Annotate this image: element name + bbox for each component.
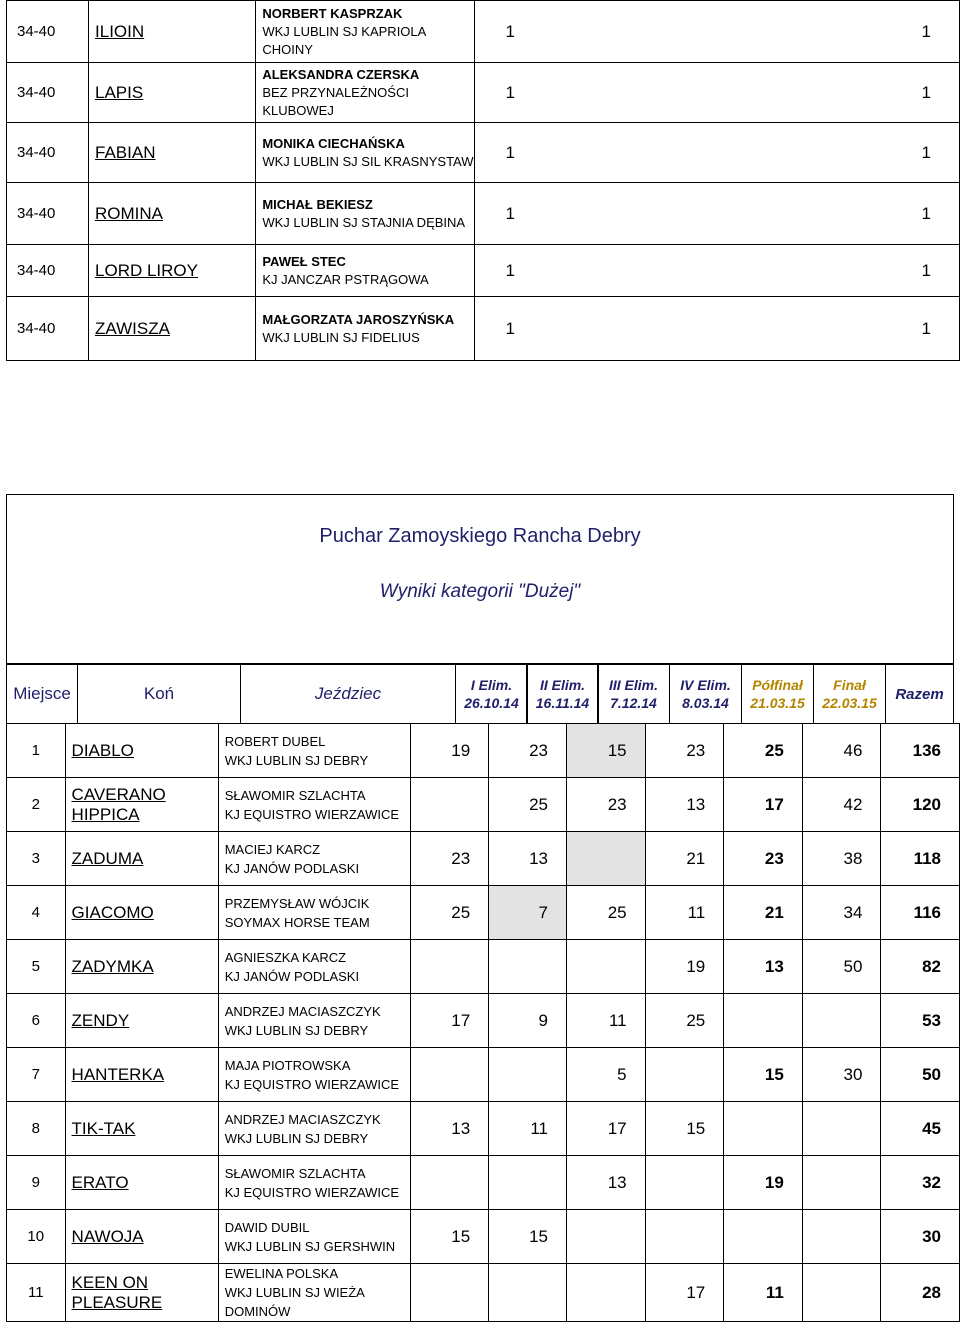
result-row: [7, 832, 960, 886]
rider-cell: [218, 778, 411, 832]
club-name: WKJ LUBLIN SJ DEBRY: [224, 752, 369, 768]
total-score: 45: [881, 1102, 960, 1156]
rider-cell: [218, 994, 411, 1048]
points-cell: [475, 245, 960, 297]
round-date: 21.03.15: [750, 695, 805, 711]
points-cell: [475, 123, 960, 183]
rider-name: ANDRZEJ MACIASZCZYK: [224, 1003, 381, 1019]
points-cell: [475, 297, 960, 361]
club-name: WKJ LUBLIN SJ STAJNIA DĘBINA: [262, 214, 466, 230]
round-score: [411, 1156, 489, 1210]
horse-name: ROMINA: [89, 183, 256, 245]
round-score: 23: [567, 778, 646, 832]
round-score: 15: [567, 724, 646, 778]
round-score: 30: [802, 1048, 881, 1102]
rider-name: MICHAŁ BEKIESZ: [262, 196, 373, 212]
header-total: Razem: [885, 664, 954, 724]
points-a: 1: [505, 203, 515, 223]
rider-name: MAJA PIOTROWSKA: [224, 1057, 351, 1073]
rider-cell: [256, 183, 475, 245]
previous-row: [7, 63, 960, 123]
total-score: 50: [881, 1048, 960, 1102]
round-score: [411, 778, 489, 832]
round-score: 25: [724, 724, 803, 778]
result-row: [7, 1102, 960, 1156]
round-score: [802, 1264, 881, 1322]
round-score: 17: [724, 778, 803, 832]
round-score: 13: [567, 1156, 646, 1210]
club-name: KJ EQUISTRO WIERZAWICE: [224, 1076, 400, 1092]
result-row: [7, 940, 960, 994]
total-score: 120: [881, 778, 960, 832]
competition-title: Puchar Zamoyskiego Rancha Debry: [319, 525, 641, 547]
round-score: 19: [411, 724, 489, 778]
place-cell: 4: [7, 886, 66, 940]
round-score: 21: [645, 832, 724, 886]
rider-cell: [218, 724, 411, 778]
points-b: 1: [921, 203, 931, 223]
rider-name: SŁAWOMIR SZLACHTA: [224, 787, 366, 803]
round-score: 11: [645, 886, 724, 940]
round-score: 5: [567, 1048, 646, 1102]
horse-name: ILIOIN: [89, 1, 256, 63]
horse-name: TIK-TAK: [71, 1118, 136, 1138]
horse-name: GIACOMO: [71, 902, 154, 922]
result-row: [7, 778, 960, 832]
result-row: [7, 886, 960, 940]
horse-name: LAPIS: [89, 63, 256, 123]
header-round-2: [526, 664, 599, 724]
horse-cell: [65, 1102, 218, 1156]
round-score: 25: [411, 886, 489, 940]
round-score: [489, 1048, 567, 1102]
result-row: [7, 1048, 960, 1102]
club-name: WKJ LUBLIN SJ FIDELIUS: [262, 329, 420, 345]
rider-cell: [218, 940, 411, 994]
round-score: 13: [411, 1102, 489, 1156]
round-score: 25: [567, 886, 646, 940]
points-b: 1: [921, 82, 931, 102]
place-cell: 11: [7, 1264, 66, 1322]
round-score: 9: [489, 994, 567, 1048]
round-score: 23: [724, 832, 803, 886]
rider-cell: [256, 63, 475, 123]
header-rider: Jeździec: [240, 664, 456, 724]
results-header: [6, 664, 954, 724]
round-score: [567, 1210, 646, 1264]
horse-cell: [65, 1264, 218, 1322]
round-score: [411, 940, 489, 994]
header-place: Miejsce: [6, 664, 78, 724]
place-cell: 3: [7, 832, 66, 886]
place-cell: 10: [7, 1210, 66, 1264]
round-score: 11: [724, 1264, 803, 1322]
round-score: 17: [567, 1102, 646, 1156]
horse-name: ZENDY: [71, 1010, 130, 1030]
club-name: SOYMAX HORSE TEAM: [224, 914, 370, 930]
horse-cell: [65, 832, 218, 886]
round-score: [802, 994, 881, 1048]
round-score: 11: [567, 994, 646, 1048]
total-score: 30: [881, 1210, 960, 1264]
round-score: [645, 1048, 724, 1102]
results-title-box: [6, 494, 954, 664]
rider-name: PAWEŁ STEC: [262, 253, 346, 269]
round-score: 19: [724, 1156, 803, 1210]
header-round-1: [455, 664, 528, 724]
horse-name: CAVERANO HIPPICA: [71, 784, 166, 824]
points-b: 1: [921, 21, 931, 41]
round-score: 19: [645, 940, 724, 994]
results-table: [6, 723, 960, 1322]
header-horse: Koń: [77, 664, 241, 724]
place-cell: 5: [7, 940, 66, 994]
rider-cell: [218, 832, 411, 886]
total-score: 28: [881, 1264, 960, 1322]
points-b: 1: [921, 318, 931, 338]
round-score: 7: [489, 886, 567, 940]
round-score: 34: [802, 886, 881, 940]
round-name: Półfinał: [752, 677, 803, 693]
round-score: 50: [802, 940, 881, 994]
round-score: 13: [645, 778, 724, 832]
round-score: 23: [411, 832, 489, 886]
round-score: 15: [411, 1210, 489, 1264]
horse-name: KEEN ON PLEASURE: [71, 1272, 163, 1312]
horse-name: ERATO: [71, 1172, 129, 1192]
category-cell: 34-40: [7, 245, 89, 297]
round-score: [802, 1102, 881, 1156]
previous-row: [7, 1, 960, 63]
points-cell: [475, 183, 960, 245]
place-cell: 9: [7, 1156, 66, 1210]
header-round-3: [597, 664, 670, 724]
rider-name: ROBERT DUBEL: [224, 733, 326, 749]
round-score: 46: [802, 724, 881, 778]
round-name: II Elim.: [539, 677, 586, 693]
result-row: [7, 1210, 960, 1264]
round-score: [411, 1048, 489, 1102]
rider-cell: [256, 1, 475, 63]
category-cell: 34-40: [7, 1, 89, 63]
horse-cell: [65, 940, 218, 994]
points-cell: [475, 63, 960, 123]
club-name: WKJ LUBLIN SJ SIL KRASNYSTAW: [262, 153, 474, 169]
points-a: 1: [505, 142, 515, 162]
category-cell: 34-40: [7, 183, 89, 245]
round-score: 23: [645, 724, 724, 778]
rider-name: ALEKSANDRA CZERSKA: [262, 66, 420, 82]
rider-cell: [218, 1102, 411, 1156]
total-score: 32: [881, 1156, 960, 1210]
place-cell: 2: [7, 778, 66, 832]
rider-name: MAŁGORZATA JAROSZYŃSKA: [262, 311, 455, 327]
rider-name: MACIEJ KARCZ: [224, 841, 321, 857]
rider-cell: [256, 297, 475, 361]
round-date: 16.11.14: [535, 695, 590, 711]
round-score: [724, 1102, 803, 1156]
round-score: [724, 1210, 803, 1264]
round-score: [411, 1264, 489, 1322]
club-name: WKJ LUBLIN SJ DEBRY: [224, 1022, 369, 1038]
round-score: [489, 940, 567, 994]
place-cell: 7: [7, 1048, 66, 1102]
round-score: 23: [489, 724, 567, 778]
round-score: 13: [724, 940, 803, 994]
club-name: KJ EQUISTRO WIERZAWICE: [224, 1184, 400, 1200]
previous-row: [7, 245, 960, 297]
header-round-4: [669, 664, 742, 724]
round-score: [645, 1210, 724, 1264]
club-name: KJ JANCZAR PSTRĄGOWA: [262, 271, 429, 287]
club-name: WKJ LUBLIN SJ WIEŻA DOMINÓW: [224, 1285, 365, 1319]
rider-cell: [256, 245, 475, 297]
previous-row: [7, 183, 960, 245]
club-name: KJ JANÓW PODLASKI: [224, 968, 360, 984]
previous-row: [7, 123, 960, 183]
horse-name: LORD LIROY: [89, 245, 256, 297]
round-score: [724, 994, 803, 1048]
place-cell: 1: [7, 724, 66, 778]
horse-name: NAWOJA: [71, 1226, 144, 1246]
header-round-5: [741, 664, 814, 724]
round-score: [567, 940, 646, 994]
horse-name: DIABLO: [71, 740, 134, 760]
category-cell: 34-40: [7, 297, 89, 361]
horse-cell: [65, 1156, 218, 1210]
points-a: 1: [505, 318, 515, 338]
round-score: 15: [724, 1048, 803, 1102]
category-subtitle: Wyniki kategorii "Dużej": [379, 581, 581, 602]
round-score: [567, 1264, 646, 1322]
points-b: 1: [921, 260, 931, 280]
header-round-6: [813, 664, 886, 724]
round-score: 13: [489, 832, 567, 886]
round-score: [489, 1264, 567, 1322]
points-cell: [475, 1, 960, 63]
total-score: 118: [881, 832, 960, 886]
round-score: 21: [724, 886, 803, 940]
rider-cell: [256, 123, 475, 183]
round-name: III Elim.: [608, 677, 658, 693]
points-a: 1: [505, 21, 515, 41]
round-score: 17: [411, 994, 489, 1048]
round-name: IV Elim.: [680, 677, 731, 693]
round-date: 7.12.14: [610, 695, 657, 711]
round-score: [802, 1210, 881, 1264]
place-cell: 6: [7, 994, 66, 1048]
points-a: 1: [505, 260, 515, 280]
round-score: 25: [489, 778, 567, 832]
previous-row: [7, 297, 960, 361]
round-score: [567, 832, 646, 886]
round-date: 8.03.14: [682, 695, 729, 711]
round-score: 15: [645, 1102, 724, 1156]
result-row: [7, 724, 960, 778]
round-score: 25: [645, 994, 724, 1048]
total-score: 53: [881, 994, 960, 1048]
club-name: KJ JANÓW PODLASKI: [224, 860, 360, 876]
round-score: 42: [802, 778, 881, 832]
rider-name: AGNIESZKA KARCZ: [224, 949, 347, 965]
club-name: WKJ LUBLIN SJ KAPRIOLA CHOINY: [262, 23, 426, 57]
round-score: [802, 1156, 881, 1210]
result-row: [7, 994, 960, 1048]
club-name: WKJ LUBLIN SJ GERSHWIN: [224, 1238, 396, 1254]
horse-cell: [65, 724, 218, 778]
result-row: [7, 1264, 960, 1322]
rider-name: ANDRZEJ MACIASZCZYK: [224, 1111, 381, 1127]
total-score: 136: [881, 724, 960, 778]
round-date: 26.10.14: [464, 695, 519, 711]
rider-cell: [218, 1210, 411, 1264]
rider-name: MONIKA CIECHAŃSKA: [262, 135, 405, 151]
rider-name: NORBERT KASPRZAK: [262, 5, 403, 21]
place-cell: 8: [7, 1102, 66, 1156]
horse-name: ZADYMKA: [71, 956, 154, 976]
rider-name: EWELINA POLSKA: [224, 1266, 339, 1281]
horse-name: ZAWISZA: [89, 297, 256, 361]
rider-cell: [218, 1264, 411, 1322]
points-b: 1: [921, 142, 931, 162]
round-score: [489, 1156, 567, 1210]
round-date: 22.03.15: [822, 695, 877, 711]
previous-category-table: [6, 0, 960, 361]
total-score: 82: [881, 940, 960, 994]
horse-cell: [65, 1048, 218, 1102]
horse-name: ZADUMA: [71, 848, 144, 868]
rider-cell: [218, 1156, 411, 1210]
total-score: 116: [881, 886, 960, 940]
category-cell: 34-40: [7, 123, 89, 183]
club-name: WKJ LUBLIN SJ DEBRY: [224, 1130, 369, 1146]
round-name: I Elim.: [470, 677, 513, 693]
round-score: 11: [489, 1102, 567, 1156]
rider-cell: [218, 886, 411, 940]
horse-cell: [65, 778, 218, 832]
rider-name: SŁAWOMIR SZLACHTA: [224, 1165, 366, 1181]
round-name: Finał: [833, 677, 866, 693]
horse-name: HANTERKA: [71, 1064, 165, 1084]
horse-cell: [65, 886, 218, 940]
round-score: 38: [802, 832, 881, 886]
rider-cell: [218, 1048, 411, 1102]
rider-name: DAWID DUBIL: [224, 1219, 310, 1235]
round-score: 17: [645, 1264, 724, 1322]
points-a: 1: [505, 82, 515, 102]
horse-cell: [65, 994, 218, 1048]
club-name: BEZ PRZYNALEŻNOŚCI KLUBOWEJ: [262, 84, 409, 118]
horse-name: FABIAN: [89, 123, 256, 183]
horse-cell: [65, 1210, 218, 1264]
round-score: [645, 1156, 724, 1210]
rider-name: PRZEMYSŁAW WÓJCIK: [224, 895, 370, 911]
result-row: [7, 1156, 960, 1210]
round-score: 15: [489, 1210, 567, 1264]
club-name: KJ EQUISTRO WIERZAWICE: [224, 806, 400, 822]
category-cell: 34-40: [7, 63, 89, 123]
